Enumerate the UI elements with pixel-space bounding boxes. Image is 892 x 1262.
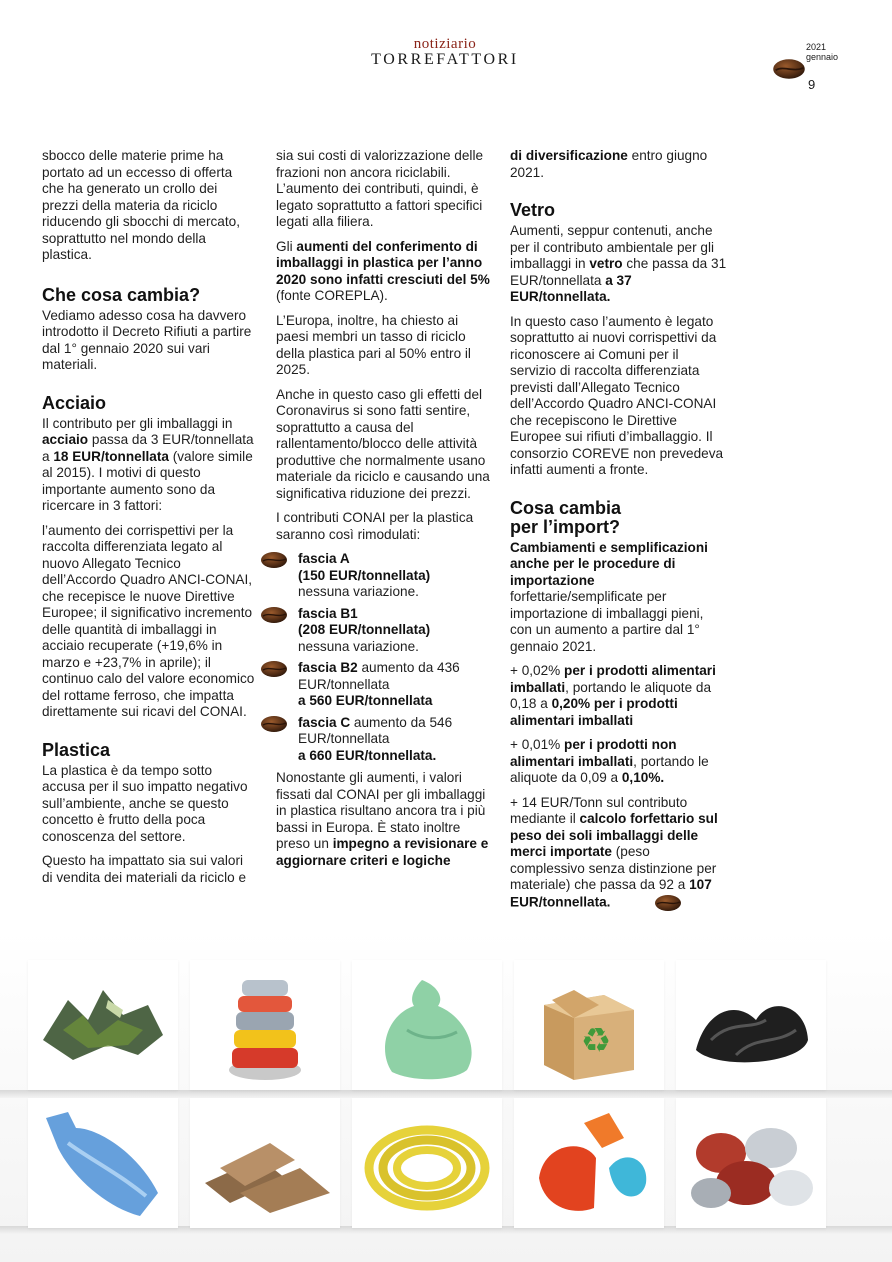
paragraph: + 0,01% per i prodotti non alimentari imballati, portando le aliquote da 0,09 a 0,10%. bbox=[510, 737, 709, 785]
heading-import: Cosa cambia per l’import? bbox=[510, 497, 622, 537]
paragraph: I contributi CONAI per la plastica saranno così rimodulati: bbox=[276, 510, 474, 542]
page-info bbox=[806, 42, 866, 92]
heading-che-cosa-cambia: Che cosa cambia? bbox=[42, 284, 201, 305]
list-item: fascia A (150 EUR/tonnellata) nessuna variazione. bbox=[276, 551, 494, 601]
coffee-bean-icon bbox=[654, 894, 682, 912]
masthead-title: TORREFATTORI bbox=[371, 51, 519, 68]
paragraph: In questo caso l’aumento è legato soprattutto ai nuovi corrispettivi da riconoscere ai Comuni per il servizio di raccolta differenziata previsti dall’Allegato Tecnico dell’Accordo Quadro ANCI-CONAI che recepiscono le Direttive Europee sui rifiuti d’imballaggio. Il consorzio COREVE non prevedeva infatti aumenti a fronte. bbox=[510, 313, 724, 477]
glass-waste-photo bbox=[28, 960, 178, 1090]
plastic-containers-photo bbox=[514, 1098, 664, 1228]
paragraph: Questo ha impattato sia sui valori di vendita dei materiali da riciclo e bbox=[42, 853, 247, 885]
masthead bbox=[290, 38, 600, 69]
paragraph: l’aumento dei corrispettivi per la raccolta differenziata legato al nuovo Allegato Tecnico dell’Accordo Quadro ANCI-CONAI, che recepisce le nuove Direttive Europee; il significativo incremento delle quantità di imballaggi in acciaio recuperate (+19,6% in marzo e +23,7% in aprile); il continuo calo del valore economico del rottame ferroso, che impatta direttamente sui ricavi del CONAI. bbox=[42, 522, 255, 719]
column-2 bbox=[276, 148, 494, 877]
plastic-bottle-photo bbox=[28, 1098, 178, 1228]
yellow-hose-photo bbox=[352, 1098, 502, 1228]
issue-year: 2021 bbox=[806, 42, 827, 52]
paragraph: Anche in questo caso gli effetti del Coronavirus si sono fatti sentire, soprattutto a causa del rallentamento/blocco delle attività produttive che normalmente usano materiale da riciclo e causando una significativa riduzione dei prezzi. bbox=[276, 386, 490, 501]
paragraph: La plastica è da tempo sotto accusa per il suo impatto negativo sull’ambiente, anche se questo concetto è frutto della poca conoscenza del settore. bbox=[42, 762, 248, 844]
cans-stack-photo bbox=[190, 960, 340, 1090]
coffee-bean-icon bbox=[260, 660, 288, 678]
coffee-bean-icon bbox=[260, 606, 288, 624]
paragraph: sia sui costi di valorizzazione delle frazioni non ancora riciclabili. L’aumento dei contributi, quindi, è legato soprattutto a fattori specifici legati alla filiera. bbox=[276, 148, 484, 229]
paragraph: di diversificazione entro giugno 2021. bbox=[510, 148, 708, 180]
heading-vetro: Vetro bbox=[510, 200, 556, 220]
list-item: fascia B2 aumento da 436 EUR/tonnellata a 560 EUR/tonnellata bbox=[276, 660, 494, 710]
green-waste-bag-photo bbox=[352, 960, 502, 1090]
cardboard-pieces-photo bbox=[190, 1098, 340, 1228]
page-number: 9 bbox=[808, 77, 816, 92]
fasce-list bbox=[276, 551, 494, 764]
paragraph: Aumenti, seppur contenuti, anche per il contributo ambientale per gli imballaggi in vetro che passa da 31 EUR/tonnellata a 37 EUR/tonnellata. bbox=[510, 223, 727, 304]
heading-acciaio: Acciaio bbox=[42, 392, 107, 413]
heading-plastica: Plastica bbox=[42, 739, 111, 760]
column-3 bbox=[510, 148, 728, 920]
list-item: fascia C aumento da 546 EUR/tonnellata a 660 EUR/tonnellata. bbox=[276, 715, 494, 765]
paragraph: Il contributo per gli imballaggi in acciaio passa da 3 EUR/tonnellata a 18 EUR/tonnellata (valore simile al 2015). I motivi di questo importante aumento sono da ricercare in 3 fattori: bbox=[42, 415, 254, 513]
paragraph: Cambiamenti e semplificazioni anche per le procedure di importazione forfettarie/semplificate per importazione di imballaggi pieni, con un aumento a partire dal 1° gennaio 2021. bbox=[510, 539, 708, 654]
masthead-small: notiziario bbox=[413, 36, 477, 52]
paragraph: Nonostante gli aumenti, i valori fissati dal CONAI per gli imballaggi in plastica risultano ancora tra i più bassi in Europa. È stato inoltre preso un impegno a revisionare e aggiornare criteri e logiche bbox=[276, 770, 489, 868]
coffee-bean-icon bbox=[260, 551, 288, 569]
recycling-photo-grid bbox=[0, 930, 892, 1262]
paragraph: Gli aumenti del conferimento di imballaggi in plastica per l’anno 2020 sono infatti cresciuti del 5% (fonte COREPLA). bbox=[276, 238, 490, 303]
paragraph: L’Europa, inoltre, ha chiesto ai paesi membri un tasso di riciclo della plastica pari al 50% entro il 2025. bbox=[276, 312, 471, 377]
paragraph: Vediamo adesso cosa ha davvero introdotto il Decreto Rifiuti a partire dal 1° gennaio 2020 sui vari materiali. bbox=[42, 307, 252, 372]
paragraph: + 14 EUR/Tonn sul contributo mediante il calcolo forfettario sul peso dei soli imballaggi delle merci importate (peso complessivo senza distinzione per materiale) che passa da 92 a 107 EUR/tonnellata. bbox=[510, 795, 728, 912]
issue-month: gennaio bbox=[806, 52, 839, 62]
column-1 bbox=[42, 148, 257, 894]
recycling-box-photo bbox=[514, 960, 664, 1090]
coffee-bean-icon bbox=[260, 715, 288, 733]
svg-text:♻: ♻ bbox=[580, 1021, 612, 1061]
paragraph: + 0,02% per i prodotti alimentari imballati, portando le aliquote da 0,18 a 0,20% per i prodotti alimentari imballati bbox=[510, 663, 716, 728]
rubber-tires-photo bbox=[676, 960, 826, 1090]
list-item: fascia B1 (208 EUR/tonnellata) nessuna variazione. bbox=[276, 606, 494, 656]
crushed-cans-photo bbox=[676, 1098, 826, 1228]
paragraph: sbocco delle materie prime ha portato ad un eccesso di offerta che ha generato un crollo dei prezzi della materia da riciclo riducendo gli sbocchi di mercato, soprattutto nel mondo della plastica. bbox=[42, 148, 240, 262]
coffee-bean-icon bbox=[772, 58, 806, 80]
